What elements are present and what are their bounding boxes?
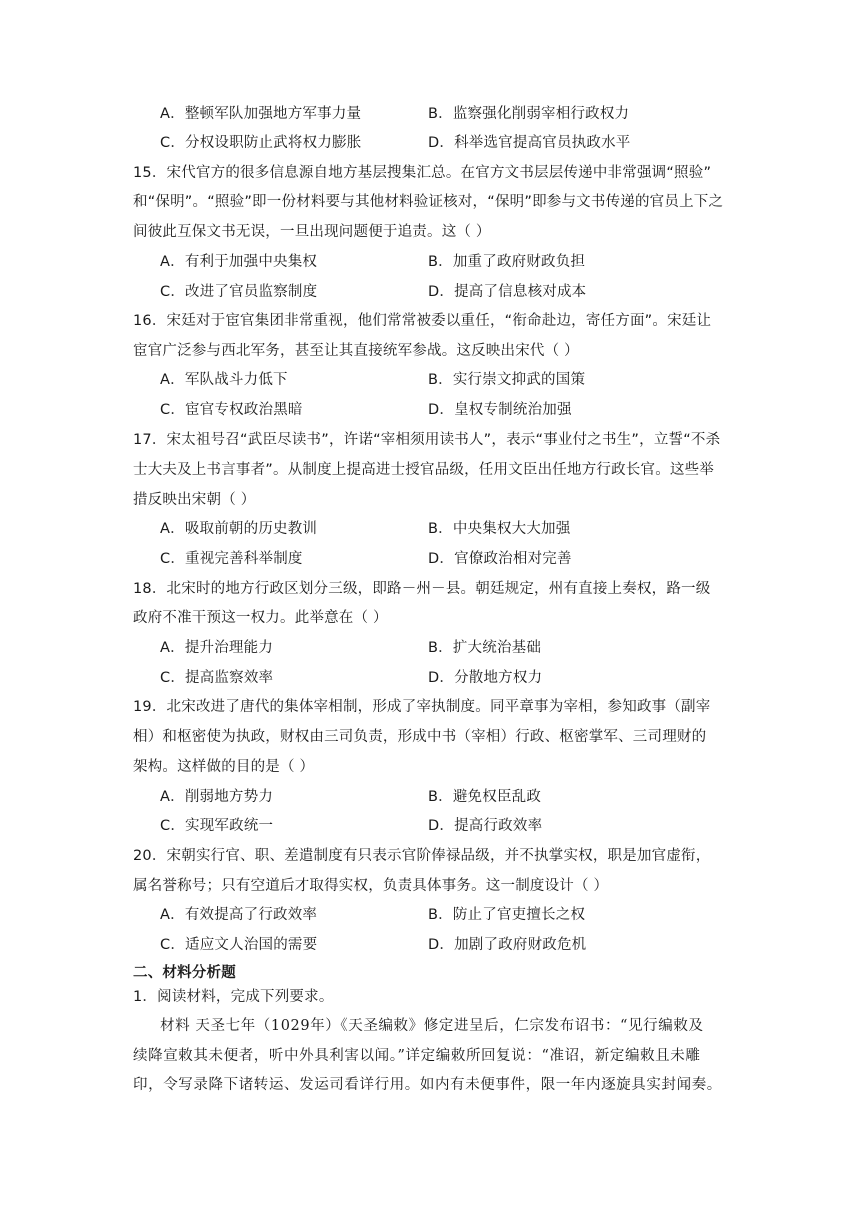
q17-option-b: B．中央集权大大加强 <box>428 521 571 537</box>
q20-option-a: A．有效提高了行政效率 <box>160 907 318 923</box>
q20-option-c: C．适应文人治国的需要 <box>160 937 318 953</box>
q16-option-c: C．宦官专权政治黑暗 <box>160 402 303 418</box>
material-line-2: 续降宣敕其未便者，听中外具利害以闻。”详定编敕所回复说：“准诏，新定编敕且未雕 <box>133 1048 701 1064</box>
q18-option-b: B．扩大统治基础 <box>428 640 542 656</box>
section2-q1-instruction: 1．阅读材料，完成下列要求。 <box>133 989 334 1005</box>
q20-option-d: D．加剧了政府财政危机 <box>428 937 587 953</box>
q19-option-d: D．提高行政效率 <box>428 818 543 834</box>
q14-option-b: B．监察强化削弱宰相行政权力 <box>428 106 630 122</box>
q16-stem-line-1: 16．宋廷对于宦官集团非常重视，他们常常被委以重任，“衔命赴边，寄任方面”。宋廷让 <box>133 313 712 329</box>
q18-option-d: D．分散地方权力 <box>428 670 543 686</box>
q17-option-d: D．官僚政治相对完善 <box>428 551 572 567</box>
q15-option-c: C．改进了官员监察制度 <box>160 284 318 300</box>
material-line-3: 印，令写录降下诸转运、发运司看详行用。如内有未便事件，限一年内逐旋具实封闻奏。 <box>133 1077 722 1093</box>
q19-stem-line-2: 相）和枢密使为执政，财权由三司负责，形成中书（宰相）行政、枢密掌军、三司理财的 <box>133 729 707 745</box>
q19-option-a: A．削弱地方势力 <box>160 789 274 805</box>
q18-stem-line-1: 18．北宋时的地方行政区划分三级，即路－州－县。朝廷规定，州有直接上奏权，路一级 <box>133 581 711 597</box>
q19-option-b: B．避免权臣乱政 <box>428 789 542 805</box>
q15-stem-line-2: 和“保明”。“照验”即一份材料要与其他材料验证核对，“保明”即参与文书传递的官员上下之 <box>133 194 724 210</box>
material-line-1: 材料 天圣七年（1029年）《天圣编敕》修定进呈后，仁宗发布诏书：“见行编敕及 <box>160 1018 704 1034</box>
q19-stem-line-3: 架构。这样做的目的是（ ） <box>133 759 315 775</box>
q20-stem-line-1: 20．宋朝实行官、职、差遣制度有只表示官阶俸禄品级，并不执掌实权，职是加官虚衔， <box>133 848 711 864</box>
q17-stem-line-2: 士大夫及上书言事者”。从制度上提高进士授官品级，任用文臣出任地方行政长官。这些举 <box>133 462 715 478</box>
q16-option-a: A．军队战斗力低下 <box>160 372 288 388</box>
q18-stem-line-2: 政府不准干预这一权力。此举意在（ ） <box>133 610 388 626</box>
q17-option-c: C．重视完善科举制度 <box>160 551 303 567</box>
q15-option-d: D．提高了信息核对成本 <box>428 284 587 300</box>
q14-option-c: C．分权设职防止武将权力膨胀 <box>160 135 362 151</box>
q16-option-b: B．实行崇文抑武的国策 <box>428 372 586 388</box>
q15-stem-line-3: 间彼此互保文书无误，一旦出现问题便于追责。这（ ） <box>133 224 491 240</box>
q14-option-d: D．科举选官提高官员执政水平 <box>428 135 631 151</box>
q20-option-b: B．防止了官吏擅长之权 <box>428 907 586 923</box>
q15-stem-line-1: 15．宋代官方的很多信息源自地方基层搜集汇总。在官方文书层层传递中非常强调“照验” <box>133 165 712 181</box>
q16-stem-line-2: 宦官广泛参与西北军务，甚至让其直接统军参战。这反映出宋代（ ） <box>133 343 579 359</box>
q17-stem-line-3: 措反映出宋朝（ ） <box>133 492 256 508</box>
q15-option-b: B．加重了政府财政负担 <box>428 254 586 270</box>
q15-option-a: A．有利于加强中央集权 <box>160 254 318 270</box>
q17-option-a: A．吸取前朝的历史教训 <box>160 521 318 537</box>
q18-option-c: C．提高监察效率 <box>160 670 274 686</box>
q18-option-a: A．提升治理能力 <box>160 640 274 656</box>
q14-option-a: A．整顿军队加强地方军事力量 <box>160 106 362 122</box>
q19-stem-line-1: 19．北宋改进了唐代的集体宰相制，形成了宰执制度。同平章事为宰相，参知政事（副宰 <box>133 699 711 715</box>
q17-stem-line-1: 17．宋太祖号召“武臣尽读书”，许诺“宰相须用读书人”，表示“事业付之书生”，立誓“不杀 <box>133 432 721 448</box>
q19-option-c: C．实现军政统一 <box>160 818 274 834</box>
q20-stem-line-2: 属名誉称号；只有空道后才取得实权，负责具体事务。这一制度设计（ ） <box>133 878 609 894</box>
q16-option-d: D．皇权专制统治加强 <box>428 402 572 418</box>
section-heading: 二、材料分析题 <box>133 965 236 981</box>
